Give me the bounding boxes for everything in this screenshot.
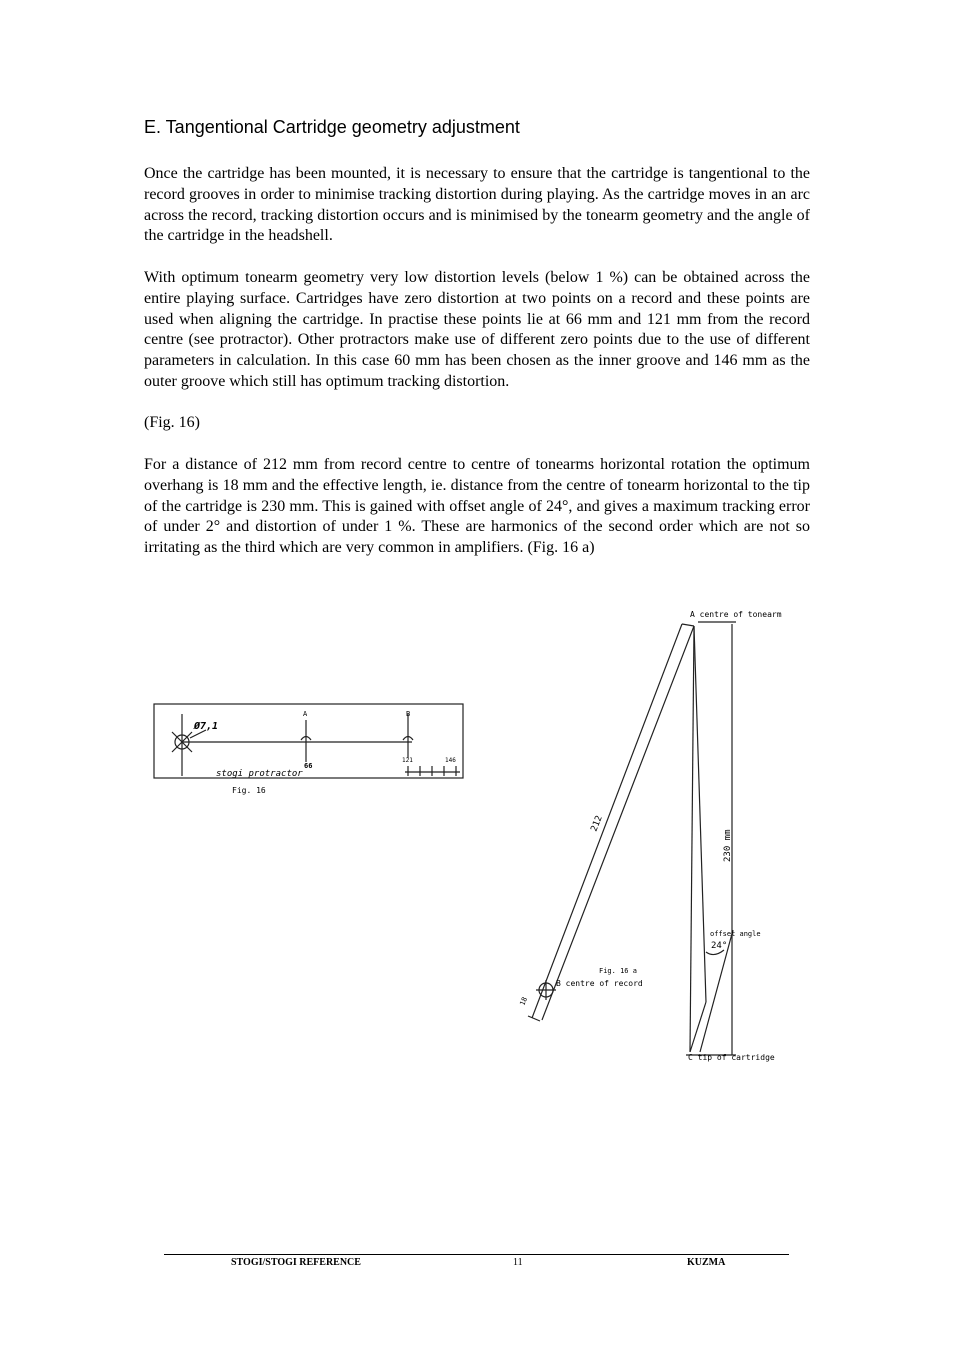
point-a-label: A bbox=[303, 710, 308, 718]
label-centre-of-record: B centre of record bbox=[556, 979, 643, 988]
label-centre-of-tonearm: A centre of tonearm bbox=[690, 610, 782, 619]
figure-16-caption: Fig. 16 bbox=[232, 786, 266, 795]
dimension-230-label: 230 mm bbox=[723, 829, 733, 862]
dimension-212-label: 212 bbox=[589, 814, 605, 834]
footer-page-number: 11 bbox=[513, 1257, 523, 1268]
tonearm-edge-right bbox=[542, 626, 694, 1020]
protractor-label: stogi protractor bbox=[216, 769, 303, 779]
paragraph-geometry: With optimum tonearm geometry very low distortion levels (below 1 %) can be obtained across the entire playing surface. Cartridges have zero distortion at two points on a record and these points are used when aligning the cartridge. In practise these points lie at 66 mm and 121 mm from the record centre (see protractor). Other protractors make use of different zero points due to the use of different parameters in calculation. In this case 60 mm has been chosen as the inner groove and 146 mm as the outer groove which still has optimum tracking distortion. bbox=[144, 269, 810, 390]
paragraph-intro: Once the cartridge has been mounted, it is necessary to ensure that the cartridge is tangentional to the record grooves in order to minimise tracking distortion during playing. As the cartridge moves in an arc across the record, tracking distortion occurs and is minimised by the tonearm geometry and the angle of the cartridge in the headshell. bbox=[144, 165, 810, 245]
section-heading: E. Tangentional Cartridge geometry adjustment bbox=[144, 117, 520, 137]
tonearm-edge-left bbox=[532, 624, 682, 1018]
overhang-18-label: 18 bbox=[518, 995, 530, 1007]
effective-length-line bbox=[690, 626, 694, 1052]
figure-16a-caption: Fig. 16 a bbox=[599, 967, 637, 975]
figure-protractor bbox=[150, 700, 470, 800]
footer-brand: KUZMA bbox=[687, 1257, 726, 1268]
point-b-value: 121 bbox=[402, 757, 413, 764]
figure-reference-16: (Fig. 16) bbox=[144, 414, 200, 431]
label-tip-of-cartridge: C tip of cartridge bbox=[688, 1053, 775, 1062]
point-a-value: 66 bbox=[304, 762, 313, 770]
hole-diameter-label: Ø7,1 bbox=[194, 721, 219, 732]
offset-angle-value: 24° bbox=[711, 941, 728, 951]
paragraph-overhang: For a distance of 212 mm from record centre to centre of tonearms horizontal rotation the optimum overhang is 18 mm and the effective length, ie. distance from the centre of tonearm horizontal to the tip of the cartridge is 230 mm. This is gained with offset angle of 24°, and gives a maximum tracking error of under 2° and distortion of under 1 %. These are harmonics of the second order which are not so irritating as the third which are very common in amplifiers. (Fig. 16 a) bbox=[144, 456, 810, 557]
cartridge-offset-line bbox=[690, 1002, 706, 1052]
figure-tonearm-geometry bbox=[510, 600, 810, 1080]
offset-angle-label: offset angle bbox=[710, 930, 761, 938]
footer-rule bbox=[164, 1254, 789, 1255]
end-value: 146 bbox=[445, 757, 456, 764]
point-b-label: B bbox=[406, 710, 411, 718]
footer-product: STOGI/STOGI REFERENCE bbox=[231, 1257, 361, 1268]
